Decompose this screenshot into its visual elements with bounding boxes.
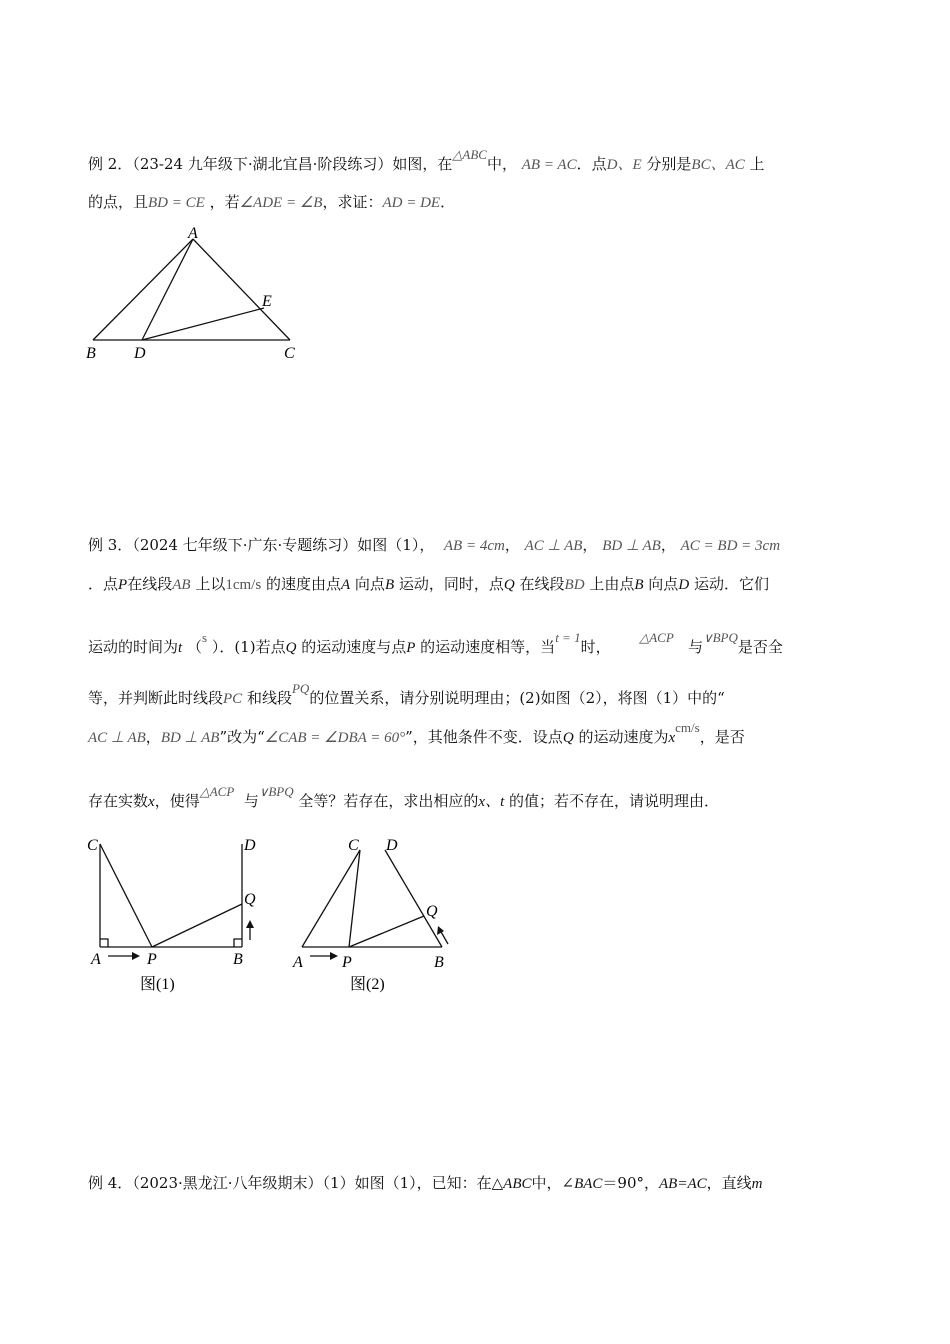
example2-source: （23-24 九年级下·湖北宜昌·阶段练习）: [132, 155, 393, 173]
example3-line1: 例 3．（2024 七年级下·广东·专题练习）如图（1）， AB = 4cm， AC ⊥ AB， BD ⊥ AB， AC = BD = 3cm: [88, 536, 781, 554]
point-a-label: A: [91, 951, 101, 968]
example4-line1: 例 4．（2023·黑龙江·八年级期末）（1）如图（1），已知：在△ABC中，∠BAC＝90°，AB=AC，直线m: [88, 1174, 763, 1192]
point-b-label: B: [86, 345, 96, 362]
segment-ab: [93, 239, 193, 340]
triangle-abc: △ABC: [452, 147, 487, 162]
example2-figure: [80, 222, 310, 367]
point-d-label: D: [244, 837, 256, 854]
segment-ac: [193, 239, 290, 340]
point-d-label: D: [386, 837, 398, 854]
right-angle-a-icon: [100, 939, 108, 947]
segment-pq: [349, 916, 424, 947]
example2-line2: 的点，且BD = CE ，若∠ADE = ∠B，求证：AD = DE．: [88, 193, 456, 211]
point-c-label: C: [87, 837, 98, 854]
segment-ad: [142, 239, 193, 340]
arrow-q-head-icon: [246, 920, 254, 928]
example3-line4: 等，并判断此时线段PC 和线段PQ的位置关系，请分别说明理由；(2)如图（2），将图（1）中的“: [88, 681, 725, 707]
example3-figure2: [284, 832, 464, 997]
example3-line2: ．点P在线段AB 上以1cm/s 的速度由点A 向点B 运动，同时，点Q 在线段BD 上由点B 向点D 运动．它们: [88, 575, 769, 593]
arrow-p-head-icon: [330, 952, 338, 960]
example2-line1: 例 2．（23-24 九年级下·湖北宜昌·阶段练习）如图，在△ABC中， AB = AC．点D、E 分别是BC、AC 上: [88, 147, 765, 173]
point-c-label: C: [284, 345, 295, 362]
example3-source: （2024 七年级下·广东·专题练习）: [132, 536, 358, 554]
example4-label: 例 4．: [88, 1174, 133, 1192]
segment-bd: [385, 850, 442, 947]
point-q-label: Q: [244, 891, 256, 908]
figure2-caption: 图(2): [350, 976, 385, 993]
example3-line3: 运动的时间为t （s ）．(1)若点Q 的运动速度与点P 的运动速度相等，当t = 1时， △ACP 与∨BPQ是否全: [88, 630, 783, 656]
example4-source: （2023·黑龙江·八年级期末）: [132, 1174, 323, 1192]
point-a-label: A: [188, 225, 198, 242]
point-q-label: Q: [426, 903, 438, 920]
arrow-p-head-icon: [132, 952, 140, 960]
example3-label: 例 3．: [88, 536, 133, 554]
segment-cp: [100, 844, 152, 947]
arrow-q-head-icon: [437, 926, 444, 935]
example3-line5: AC ⊥ AB，BD ⊥ AB”改为“∠CAB = ∠DBA = 60°”，其他条件不变．设点Q 的运动速度为xcm/s，是否: [88, 720, 745, 746]
point-a-label: A: [293, 954, 303, 971]
point-p-label: P: [147, 951, 157, 968]
segment-de: [142, 308, 264, 340]
example2-label: 例 2．: [88, 155, 133, 173]
figure1-caption: 图(1): [140, 976, 175, 993]
right-angle-b-icon: [234, 939, 242, 947]
point-p-label: P: [342, 954, 352, 971]
segment-pq: [152, 904, 242, 947]
example3-figure1: [82, 832, 262, 997]
point-c-label: C: [348, 837, 359, 854]
point-d-label: D: [134, 345, 146, 362]
point-b-label: B: [233, 951, 243, 968]
point-b-label: B: [434, 954, 444, 971]
example3-line6: 存在实数x，使得△ACP 与∨BPQ 全等？若存在，求出相应的x、t 的值；若不存在，请说明理由．: [88, 784, 720, 810]
point-e-label: E: [262, 293, 272, 310]
